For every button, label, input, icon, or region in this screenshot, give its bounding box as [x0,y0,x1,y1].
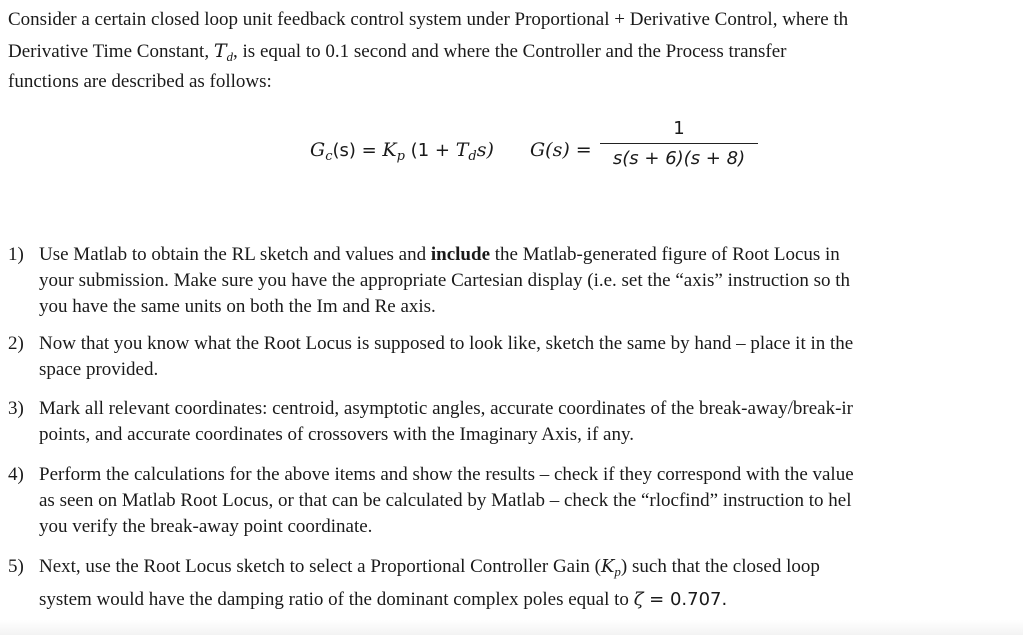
text-run: the Matlab-generated figure of Root Locus in [490,244,840,265]
fraction-denominator: s(s + 6)(s + 8) [612,148,746,169]
list-item-number: 3) [8,398,24,419]
td-eq-symbol: T [455,139,469,161]
list-item-number: 4) [8,464,24,485]
td-symbol: T [213,40,227,62]
list-item-line: as seen on Matlab Root Locus, or that can be calculated by Matlab – check the “rlocfind” instruction to hel [39,490,852,511]
list-item-line: Now that you know what the Root Locus is supposed to look like, sketch the same by hand – place it in the [39,333,854,354]
td-subscript: d [226,49,234,64]
text-run: ) such that the closed loop [620,556,820,577]
intro-line-2 [8,40,787,68]
list-item-line: space provided. [39,359,159,380]
intro-line-2-text-b: , is equal to 0.1 second and where the Controller and the Process transfer [233,41,787,62]
list-item-number: 5) [8,556,24,577]
text-run: Use Matlab to obtain the RL sketch and values and [39,244,431,265]
gc-subscript: c [325,149,333,164]
gc-symbol: G [310,139,326,161]
list-item-line: Mark all relevant coordinates: centroid, asymptotic angles, accurate coordinates of the break-away/break-ir [39,398,854,419]
gc-argument: (s) = [332,140,383,161]
kp-subscript: p [614,564,621,579]
kp-subscript: p [396,149,405,164]
process-transfer-function-fraction [600,116,758,172]
list-item-line: points, and accurate coordinates of crossovers with the Imaginary Axis, if any. [39,424,634,445]
list-item-number: 1) [8,244,24,265]
kp-symbol: K [382,139,397,161]
list-item-line: Perform the calculations for the above items and show the results – check if they correspond with the value [39,464,854,485]
paren-close: s) [476,139,494,161]
list-item-line: you have the same units on both the Im and Re axis. [39,296,436,317]
list-item-line: your submission. Make sure you have the appropriate Cartesian display (i.e. set the “axis” instruction so th [39,270,851,291]
list-item-line [39,242,840,267]
list-item-line: you verify the break-away point coordinate. [39,516,373,537]
kp-symbol: K [600,556,615,577]
process-transfer-function-lhs [530,139,592,161]
paren-open: (1 + [404,140,456,161]
bold-text: include [430,244,490,265]
list-item-line [39,554,820,584]
text-run: Next, use the Root Locus sketch to select a Proportional Controller Gain ( [39,556,601,577]
controller-transfer-function [310,139,494,164]
td-eq-subscript: d [468,149,477,164]
intro-line-1: Consider a certain closed loop unit feedback control system under Proportional + Derivative Control, where th [8,9,849,30]
list-item-line [39,587,727,612]
list-item-number: 2) [8,333,24,354]
fraction-bar [600,143,758,144]
g-lhs: G(s) = [530,139,592,161]
fraction-numerator: 1 [673,118,685,139]
intro-line-2-text-a: Derivative Time Constant, [8,41,214,62]
zeta-value: = 0.707. [643,589,728,610]
text-run: system would have the damping ratio of the dominant complex poles equal to [39,589,634,610]
intro-line-3: functions are described as follows: [8,71,272,92]
zeta-symbol: ζ [633,589,644,610]
